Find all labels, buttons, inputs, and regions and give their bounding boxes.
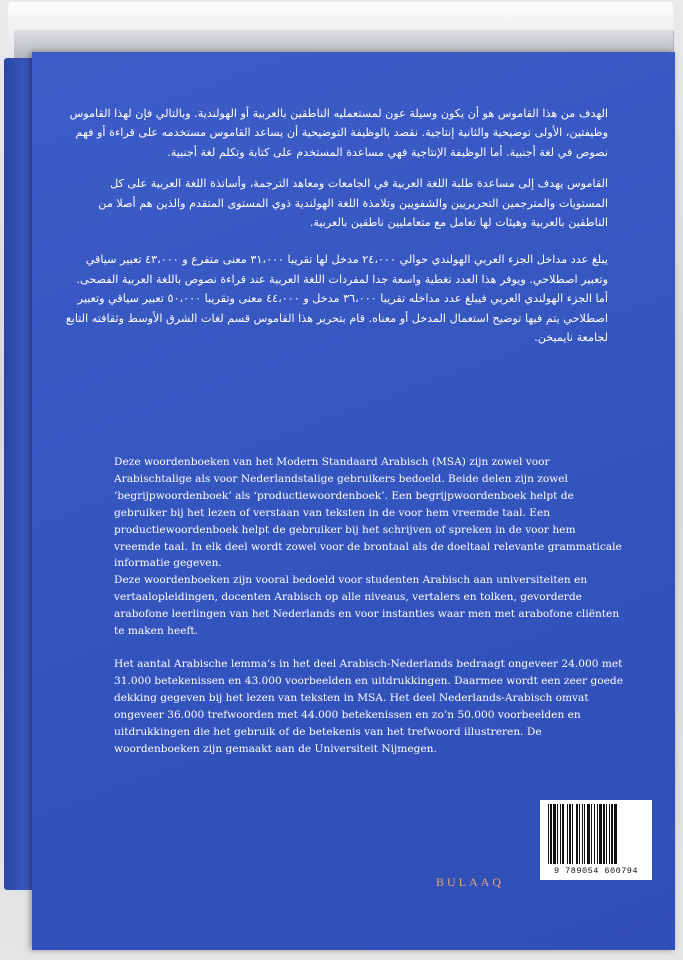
isbn-number: 9 789054 600794 bbox=[553, 866, 638, 876]
barcode-bar bbox=[609, 804, 610, 864]
barcode-bar bbox=[562, 804, 564, 864]
barcode-bar bbox=[603, 804, 605, 864]
barcode-bar bbox=[584, 804, 585, 864]
barcode-bar bbox=[594, 804, 595, 864]
publisher-logo: BULAAQ bbox=[436, 875, 504, 889]
barcode-bar bbox=[553, 804, 556, 864]
dutch-paragraph-1: Deze woordenboeken van het Modern Standaard Arabisch (MSA) zijn zowel voor Arabischtalige als voor Nederlandstalige gebruikers bedoeld. Beide delen zijn zowel ‘begrijpwoordenboek’ als ‘productiewoordenboek’. Een begrijpwoordenboek helpt de gebruiker bij het lezen of verstaan van teksten in de voor hem vreemde taal. Een productiewoordenboek helpt de gebruiker bij het schrijven of spreken in de voor hem vreemde taal. In elk deel wordt zowel voor de brontaal als de doeltaal relevante grammaticale informatie gegeven. bbox=[114, 456, 622, 570]
barcode-bar bbox=[591, 804, 592, 864]
dutch-paragraph-3: Het aantal Arabische lemma’s in het deel Arabisch-Nederlands bedraagt ongeveer 24.000 met 31.000 betekenissen en 43.000 voorbeelden en uitdrukkingen. Daarmee wordt een zeer goede dekking gegeven bij het lezen van teksten in MSA. Het deel Nederlands-Arabisch omvat ongeveer 36.000 trefwoorden met 44.000 betekenissen en zo’n 50.000 voorbeelden en uitdrukkingen die het gebruik of de betekenis van het trefwoord illustreren. De woordenboeken zijn gemaakt aan de Universiteit Nijmegen. bbox=[114, 657, 623, 755]
barcode-bar bbox=[550, 804, 552, 864]
barcode-bar bbox=[560, 804, 561, 864]
barcode-bar bbox=[587, 804, 590, 864]
barcode-bars bbox=[548, 804, 644, 866]
barcode-bar bbox=[599, 804, 602, 864]
barcode-bar bbox=[614, 804, 617, 864]
barcode-bar bbox=[567, 804, 568, 864]
dutch-paragraph-2: Deze woordenboeken zijn vooral bedoeld voor studenten Arabisch aan universiteiten en vertaalopleidingen, docenten Arabisch op alle niveaus, vertalers en tolken, gevorderde arabofone leerlingen van het Nederlands en voor instanties waar men met arabofone cliënten te maken heeft. bbox=[114, 574, 620, 638]
dutch-blurb bbox=[114, 454, 624, 757]
barcode-bar bbox=[548, 804, 549, 864]
barcode-bar bbox=[576, 804, 578, 864]
barcode-bar bbox=[572, 804, 573, 864]
barcode-bar bbox=[606, 804, 607, 864]
barcode-bar bbox=[611, 804, 613, 864]
isbn-barcode bbox=[540, 800, 652, 880]
barcode-bar bbox=[569, 804, 571, 864]
arabic-blurb bbox=[62, 104, 608, 359]
arabic-paragraph-2: القاموس يهدف إلى مساعدة طلبة اللغة العربية في الجامعات ومعاهد الترجمة، وأساتذة اللغة العربية على كل المستويات والمترجمين التحريريين والشفويين وتلامذة اللغة الهولندية ذوي المستوى المتقدم والذين هم أصلا من الناطقين بالعربية وهيئات لها تعامل مع متعامليين ناطقين بالعربية. bbox=[98, 177, 608, 230]
barcode-bar bbox=[557, 804, 558, 864]
barcode-bar bbox=[597, 804, 598, 864]
barcode-bar bbox=[582, 804, 583, 864]
arabic-paragraph-3: يبلغ عدد مداخل الجزء العربي الهولندي حوالي ٢٤،٠٠٠ مدخل لها تقريبا ٣١،٠٠٠ معنى متفرع و ٤٣،٠٠٠ تعبير سياقي وتعبير اصطلاحي. ويوفر هذا العدد تغطية واسعة جدا لمفردات اللغة العربية عند قراءة نصوص باللغة العربية الفصحى. أما الجزء الهولندي العربي فيبلغ عدد مداخله تقريبا ٣٦،٠٠٠ مدخل و ٤٤،٠٠٠ معنى وتقريبا ٥٠،٠٠٠ تعبير سياقي وتعبير اصطلاحي يتم فيها توضيح استعمال المدخل أو معناه. قام بتحرير هذا القاموس قسم لغات الشرق الأوسط وثقافته التابع لجامعة نايميخن. bbox=[65, 253, 608, 345]
arabic-paragraph-1: الهدف من هذا القاموس هو أن يكون وسيلة عون لمستعمليه الناطقين بالعربية أو الهولندية. وبالتالي فإن لهذا القاموس وظيفتين، الأولى توضيحية والثانية إنتاجية. نقصد بالوظيفة التوضيحية أن يساعد القاموس مستخدمه على قراءة أو فهم نصوص في لغة أجنبية. أما الوظيفة الإنتاجية فهي مساعدة المستخدم على كتابة وتكلم لغة أجنبية. bbox=[69, 107, 608, 159]
barcode-bar bbox=[579, 804, 580, 864]
